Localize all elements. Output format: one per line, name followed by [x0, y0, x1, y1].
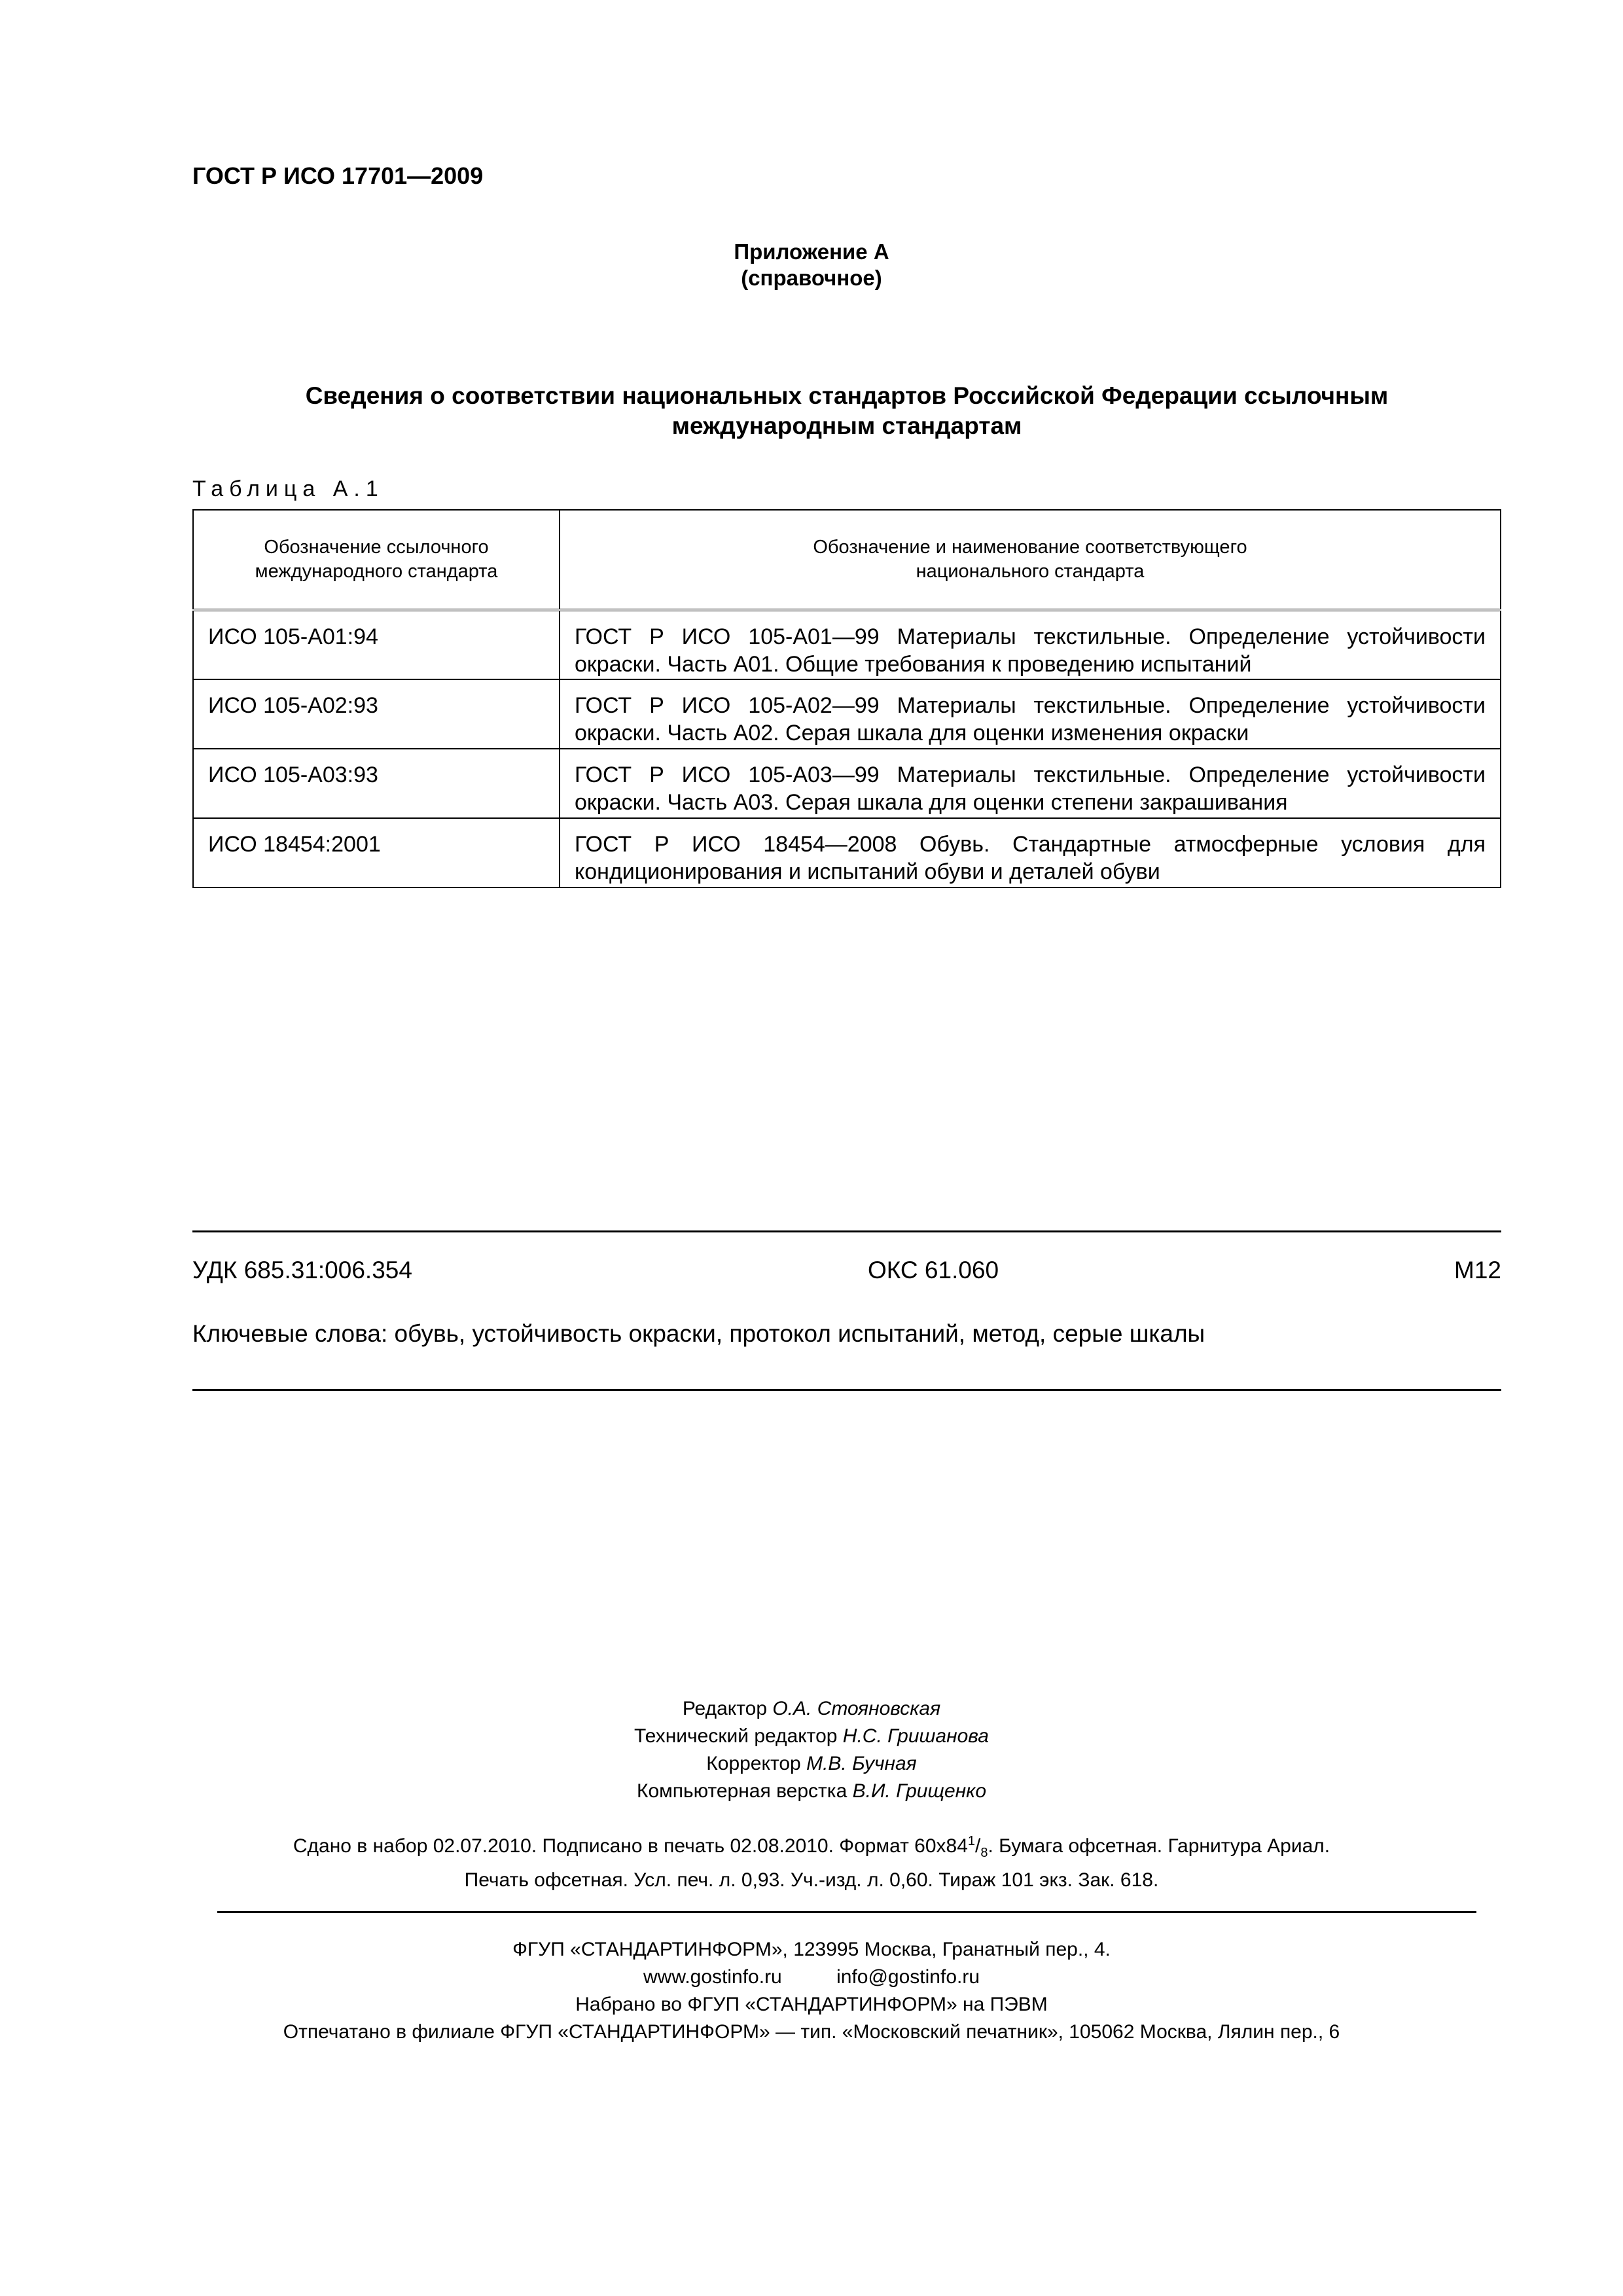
cell-intl-standard: ИСО 105-A01:94: [193, 610, 560, 679]
imprint: [0, 1936, 1623, 2046]
table-row: [193, 749, 1501, 818]
annex-heading: [192, 381, 1501, 441]
annex-title: Приложение А: [734, 240, 889, 264]
printed-note: Отпечатано в филиале ФГУП «СТАНДАРТИНФОРМ» — тип. «Московский печатник», 105062 Москва, Лялин пер., 6: [283, 2021, 1340, 2043]
credit-line: [0, 1695, 1623, 1723]
publication-line-2: Печать офсетная. Усл. печ. л. 0,93. Уч.-изд. л. 0,60. Тираж 101 экз. Зак. 618.: [464, 1869, 1159, 1891]
credit-role: Технический редактор: [634, 1725, 838, 1747]
credit-name: М.В. Бучная: [806, 1753, 917, 1774]
table-caption: Таблица А.1: [192, 476, 384, 501]
annex-heading-line-2: международным стандартам: [671, 412, 1022, 439]
table-header-intl: [193, 510, 560, 610]
divider-top: [192, 1230, 1501, 1232]
typeset-note: Набрано во ФГУП «СТАНДАРТИНФОРМ» на ПЭВМ: [575, 1994, 1048, 2015]
table-row: [193, 610, 1501, 679]
credit-role: Компьютерная верстка: [636, 1780, 847, 1802]
annex-heading-line-1: Сведения о соответствии национальных стандартов Российской Федерации ссылочным: [305, 382, 1389, 409]
annex-kind: (справочное): [741, 266, 882, 290]
cell-national-standard: ГОСТ Р ИСО 105-А03—99 Материалы текстильные. Определение устойчивости окраски. Часть А03. Серая шкала для оценки степени закрашивания: [560, 749, 1501, 818]
format-numerator: 1: [967, 1834, 976, 1848]
cell-national-standard: ГОСТ Р ИСО 105-А01—99 Материалы текстильные. Определение устойчивости окраски. Часть А01. Общие требования к проведению испытаний: [560, 610, 1501, 679]
publisher-address: ФГУП «СТАНДАРТИНФОРМ», 123995 Москва, Гранатный пер., 4.: [512, 1939, 1111, 1960]
website-link: www.gostinfo.ru: [643, 1966, 782, 1988]
group-mark: М12: [1454, 1257, 1501, 1283]
oks-code: ОКС 61.060: [868, 1257, 999, 1283]
editorial-credits: [0, 1695, 1623, 1805]
table-row: [193, 818, 1501, 888]
cell-intl-standard: ИСО 18454:2001: [193, 818, 560, 888]
divider-bottom: [192, 1389, 1501, 1391]
keywords: Ключевые слова: обувь, устойчивость окраски, протокол испытаний, метод, серые шкалы: [192, 1320, 1205, 1347]
standards-table: [192, 509, 1501, 888]
table-row: [193, 679, 1501, 749]
udk-code: УДК 685.31:006.354: [192, 1257, 412, 1283]
credit-role: Редактор: [682, 1698, 767, 1719]
cell-national-standard: ГОСТ Р ИСО 105-А02—99 Материалы текстильные. Определение устойчивости окраски. Часть А02. Серая шкала для оценки изменения окраски: [560, 679, 1501, 749]
contact-line: [0, 1964, 1623, 1991]
header-intl-line-2: международного стандарта: [255, 561, 498, 582]
classification-row: [192, 1257, 1501, 1289]
publication-text: Сдано в набор 02.07.2010. Подписано в печать 02.08.2010. Формат 60x84: [293, 1835, 968, 1857]
credit-line: [0, 1778, 1623, 1805]
cell-national-standard: ГОСТ Р ИСО 18454—2008 Обувь. Стандартные атмосферные условия для кондиционирования и испытаний обуви и деталей обуви: [560, 818, 1501, 888]
header-national-line-1: Обозначение и наименование соответствующего: [813, 537, 1247, 558]
header-national-line-2: национального стандарта: [916, 561, 1145, 582]
publication-data: [0, 1827, 1623, 1894]
table-header-row: [193, 510, 1501, 610]
credit-name: Н.С. Гришанова: [842, 1725, 989, 1747]
credit-name: О.А. Стояновская: [772, 1698, 941, 1719]
email-link: info@gostinfo.ru: [836, 1966, 980, 1988]
credit-line: [0, 1750, 1623, 1778]
document-code: ГОСТ Р ИСО 17701—2009: [192, 162, 484, 189]
divider-imprint: [217, 1911, 1476, 1913]
publication-text: . Бумага офсетная. Гарнитура Ариал.: [988, 1835, 1330, 1857]
header-intl-line-1: Обозначение ссылочного: [264, 537, 489, 558]
format-denominator: 8: [980, 1846, 988, 1860]
publication-line-1: Сдано в набор 02.07.2010. Подписано в печать 02.08.2010. Формат $60x84^1/_8$. Бумага офсетная. Гарнитура Ариал.: [293, 1834, 1330, 1860]
cell-intl-standard: ИСО 105-A02:93: [193, 679, 560, 749]
credit-role: Корректор: [706, 1753, 801, 1774]
credit-name: В.И. Грищенко: [852, 1780, 987, 1802]
table-header-national: [560, 510, 1501, 610]
credit-line: [0, 1723, 1623, 1750]
cell-intl-standard: ИСО 105-A03:93: [193, 749, 560, 818]
